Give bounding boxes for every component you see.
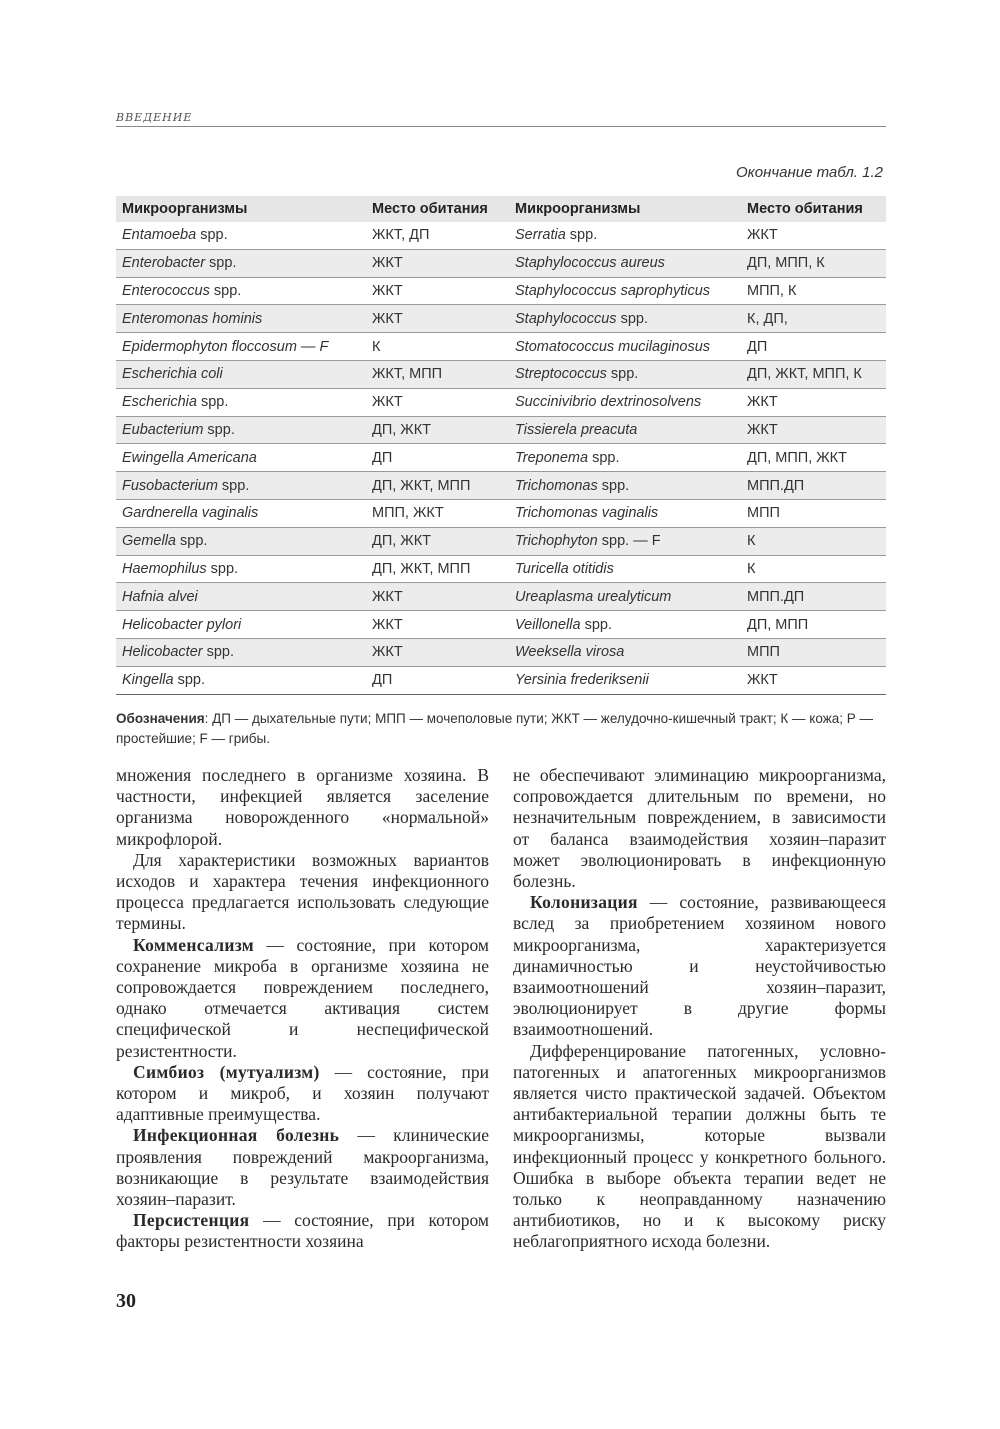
body-paragraph <box>116 1062 489 1126</box>
table-row <box>116 305 886 333</box>
species-name: Ureaplasma urealyticum <box>515 588 672 605</box>
habitat-cell: МПП.ДП <box>741 583 886 611</box>
table-row <box>116 499 886 527</box>
microorganism-cell <box>509 305 741 333</box>
habitat-cell: ДП <box>366 444 509 472</box>
microorganism-cell <box>509 527 741 555</box>
species-suffix: spp. <box>176 533 208 550</box>
species-name: Weeksella virosa <box>515 644 625 661</box>
microorganism-cell <box>116 527 366 555</box>
species-suffix: spp. <box>205 255 237 272</box>
species-suffix: spp. <box>173 672 206 689</box>
microorganism-cell <box>116 305 366 333</box>
header-microorganisms-1: Микроорганизмы <box>116 196 366 222</box>
habitat-cell: ДП, ЖКТ, МПП <box>366 555 509 583</box>
microorganism-cell <box>116 360 366 388</box>
species-name: Haemophilus <box>122 560 207 577</box>
habitat-cell: ЖКТ <box>741 416 886 444</box>
habitat-cell: ЖКТ <box>366 277 509 305</box>
species-name: Treponema <box>515 449 589 466</box>
species-name: Tissierela preacuta <box>515 421 638 438</box>
species-name: Helicobacter pylori <box>122 616 242 633</box>
species-name: Eubacterium <box>122 421 204 438</box>
table-row <box>116 360 886 388</box>
habitat-cell: ЖКТ, МПП <box>366 360 509 388</box>
table-row <box>116 333 886 361</box>
running-header <box>116 108 886 127</box>
body-paragraph <box>116 1125 489 1210</box>
species-suffix: spp. — F <box>597 533 661 550</box>
microorganism-cell <box>509 333 741 361</box>
habitat-cell: ЖКТ <box>741 222 886 249</box>
microorganism-cell <box>116 499 366 527</box>
microorganism-cell <box>116 666 366 694</box>
table-row <box>116 666 886 694</box>
microorganism-cell <box>509 277 741 305</box>
habitat-cell: МПП <box>741 638 886 666</box>
paragraph-text: — состояние, при котором сохранение микроба в организме хозяина не сопровождается повреждением последнего, однако отмечается активация систем специфической и неспецифической резистентности. <box>116 934 489 1061</box>
table-row <box>116 416 886 444</box>
habitat-cell: ЖКТ <box>741 666 886 694</box>
running-header-text: ВВЕДЕНИЕ <box>116 111 193 124</box>
term: Колонизация <box>530 892 638 913</box>
microorganism-cell <box>509 416 741 444</box>
habitat-cell: МПП, ЖКТ <box>366 499 509 527</box>
species-name: Staphylococcus <box>515 310 617 327</box>
body-paragraph <box>116 935 489 1062</box>
microorganism-cell <box>509 222 741 249</box>
species-name: Yersinia frederiksenii <box>515 672 649 689</box>
habitat-cell: К, ДП, <box>741 305 886 333</box>
habitat-cell: ЖКТ, ДП <box>366 222 509 249</box>
species-name: Gardnerella vaginalis <box>122 505 259 522</box>
body-paragraph <box>116 765 489 850</box>
habitat-cell: ЖКТ <box>366 249 509 277</box>
microorganism-cell <box>116 611 366 639</box>
species-name: Stomatococcus mucilaginosus <box>515 338 711 355</box>
species-suffix: spp. <box>217 477 250 494</box>
table-caption: Окончание табл. 1.2 <box>736 164 883 181</box>
habitat-cell: ДП, МПП, ЖКТ <box>741 444 886 472</box>
habitat-cell: ДП, МПП, К <box>741 249 886 277</box>
microorganism-cell <box>509 388 741 416</box>
microorganism-cell <box>116 583 366 611</box>
habitat-cell: ДП, МПП <box>741 611 886 639</box>
table-legend <box>116 709 886 749</box>
species-name: Helicobacter <box>122 644 203 661</box>
species-name: Veillonella <box>515 616 581 633</box>
species-suffix: spp. <box>206 560 239 577</box>
paragraph-text: — клинические проявления повреждений макроорганизма, возникающие в результате взаимодействия хозяин–паразит. <box>116 1125 489 1210</box>
microorganism-cell <box>116 333 366 361</box>
species-name: Fusobacterium <box>122 477 218 494</box>
term: Комменсализм <box>133 934 255 955</box>
species-name: Enteromonas hominis <box>122 310 263 327</box>
species-suffix: spp. <box>616 310 648 327</box>
legend-label: Обозначения <box>116 711 205 726</box>
habitat-cell: ДП, ЖКТ, МПП, К <box>741 360 886 388</box>
paragraph-text: не обеспечивают элиминацию микроорганизма, сопровождается длительным по времени, но незначительным повреждением, в зависимости от баланса взаимодействия хозяин–паразит может эволюционировать в инфекционную болезнь. <box>513 765 886 892</box>
species-name: Enterococcus <box>122 282 210 299</box>
species-name: Staphylococcus aureus <box>515 255 665 272</box>
page-number: 30 <box>116 1290 136 1312</box>
species-name: Entamoeba <box>122 227 197 244</box>
habitat-cell: ДП <box>741 333 886 361</box>
body-paragraph <box>513 892 886 1040</box>
body-column-right <box>513 765 886 1253</box>
paragraph-text: множения последнего в организме хозяина. В частности, инфекцией является заселение организма новорожденного «нормальной» микрофлорой. <box>116 765 489 849</box>
table-row <box>116 388 886 416</box>
species-name: Kingella <box>122 672 174 689</box>
species-suffix: spp. <box>580 616 612 633</box>
body-paragraph <box>116 850 489 935</box>
species-name: Staphylococcus saprophyticus <box>515 282 711 299</box>
paragraph-text: Для характеристики возможных вариантов исходов и характера течения инфекционного процесса предлагается использовать следующие термины. <box>116 849 489 934</box>
microorganism-cell <box>509 444 741 472</box>
species-suffix: spp. <box>209 282 242 299</box>
species-name: Serratia <box>515 227 566 244</box>
body-column-left <box>116 765 489 1253</box>
habitat-cell: МПП.ДП <box>741 472 886 500</box>
table-header-row <box>116 196 886 222</box>
species-name: Enterobacter <box>122 255 206 272</box>
habitat-cell: ДП, ЖКТ <box>366 527 509 555</box>
body-paragraph <box>116 1210 489 1252</box>
table-body <box>116 222 886 694</box>
microorganism-cell <box>116 222 366 249</box>
habitat-cell: ЖКТ <box>741 388 886 416</box>
species-suffix: spp. <box>588 449 620 466</box>
species-name: Streptococcus <box>515 366 607 383</box>
header-habitat-2: Место обитания <box>741 196 886 222</box>
table-row <box>116 277 886 305</box>
species-suffix: spp. <box>203 421 235 438</box>
microorganism-cell <box>116 555 366 583</box>
habitat-cell: К <box>741 555 886 583</box>
microorganism-cell <box>509 472 741 500</box>
microorganism-cell <box>116 388 366 416</box>
table-row <box>116 249 886 277</box>
species-name: Escherichia coli <box>122 366 223 383</box>
header-habitat-1: Место обитания <box>366 196 509 222</box>
microorganism-cell <box>116 416 366 444</box>
table-row <box>116 527 886 555</box>
paragraph-text: — состояние, при котором и микроб, и хозяин получают адаптивные преимущества. <box>116 1061 489 1125</box>
table-row <box>116 611 886 639</box>
habitat-cell: МПП <box>741 499 886 527</box>
species-name: Succinivibrio dextrinosolvens <box>515 394 702 411</box>
species-suffix: spp. <box>196 394 229 411</box>
habitat-cell: К <box>366 333 509 361</box>
table-row <box>116 472 886 500</box>
species-name: Ewingella Americana <box>122 449 257 466</box>
species-name: Trichomonas vaginalis <box>515 505 659 522</box>
microorganism-table <box>116 196 886 695</box>
paragraph-text: Дифференцирование патогенных, условно-патогенных и апатогенных микроорганизмов является чисто практической задачей. Объектом антибактериальной терапии должны быть те микроорганизмы, которые вызвали инфекционный процесс у конкретного больного. Ошибка в выборе объекта терапии ведет не только к неоправданному назначению антибиотиков, но и к высокому риску неблагоприятного исхода болезни. <box>513 1040 886 1252</box>
microorganism-cell <box>509 249 741 277</box>
species-name: Gemella <box>122 533 176 550</box>
header-microorganisms-2: Микроорганизмы <box>509 196 741 222</box>
microorganism-cell <box>509 638 741 666</box>
species-suffix: spp. <box>196 227 228 244</box>
table-row <box>116 444 886 472</box>
term: Симбиоз (мутуализм) <box>133 1061 320 1082</box>
table-row <box>116 555 886 583</box>
species-name: Turicella otitidis <box>515 560 614 577</box>
table-row <box>116 638 886 666</box>
microorganism-cell <box>509 555 741 583</box>
habitat-cell: ДП, ЖКТ <box>366 416 509 444</box>
table-row <box>116 583 886 611</box>
term: Инфекционная болезнь <box>133 1125 340 1146</box>
habitat-cell: ЖКТ <box>366 583 509 611</box>
term: Персистенция <box>133 1210 250 1231</box>
microorganism-cell <box>509 666 741 694</box>
habitat-cell: ДП <box>366 666 509 694</box>
habitat-cell: ЖКТ <box>366 611 509 639</box>
microorganism-cell <box>116 638 366 666</box>
species-suffix: spp. <box>202 644 235 661</box>
habitat-cell: ДП, ЖКТ, МПП <box>366 472 509 500</box>
species-suffix: spp. <box>597 477 630 494</box>
habitat-cell: МПП, К <box>741 277 886 305</box>
species-name: Hafnia alvei <box>122 588 198 605</box>
microorganism-cell <box>116 277 366 305</box>
habitat-cell: ЖКТ <box>366 638 509 666</box>
table-row <box>116 222 886 249</box>
species-name: Epidermophyton floccosum — F <box>122 338 329 355</box>
species-suffix: spp. <box>606 366 639 383</box>
microorganism-cell <box>509 583 741 611</box>
microorganism-cell <box>509 360 741 388</box>
habitat-cell: ЖКТ <box>366 388 509 416</box>
paragraph-text: — состояние, при котором факторы резистентности хозяина <box>116 1210 489 1252</box>
microorganism-cell <box>116 444 366 472</box>
microorganism-cell <box>116 472 366 500</box>
species-suffix: spp. <box>565 227 598 244</box>
microorganism-cell <box>509 499 741 527</box>
habitat-cell: К <box>741 527 886 555</box>
body-paragraph <box>513 765 886 892</box>
species-name: Trichophyton <box>515 533 598 550</box>
paragraph-text: — состояние, развивающееся вслед за приобретением хозяином нового микроорганизма, характеризуется динамичностью и неустойчивостью взаимоотношений хозяин–паразит, эволюционирует в другие формы взаимоотношений. <box>513 892 886 1040</box>
habitat-cell: ЖКТ <box>366 305 509 333</box>
microorganism-cell <box>509 611 741 639</box>
body-paragraph <box>513 1041 886 1253</box>
microorganism-cell <box>116 249 366 277</box>
species-name: Escherichia <box>122 394 197 411</box>
species-name: Trichomonas <box>515 477 598 494</box>
legend-text: : ДП — дыхательные пути; МПП — мочеполовые пути; ЖКТ — желудочно-кишечный тракт; К — кожа; Р — простейшие; F — грибы. <box>116 711 874 746</box>
